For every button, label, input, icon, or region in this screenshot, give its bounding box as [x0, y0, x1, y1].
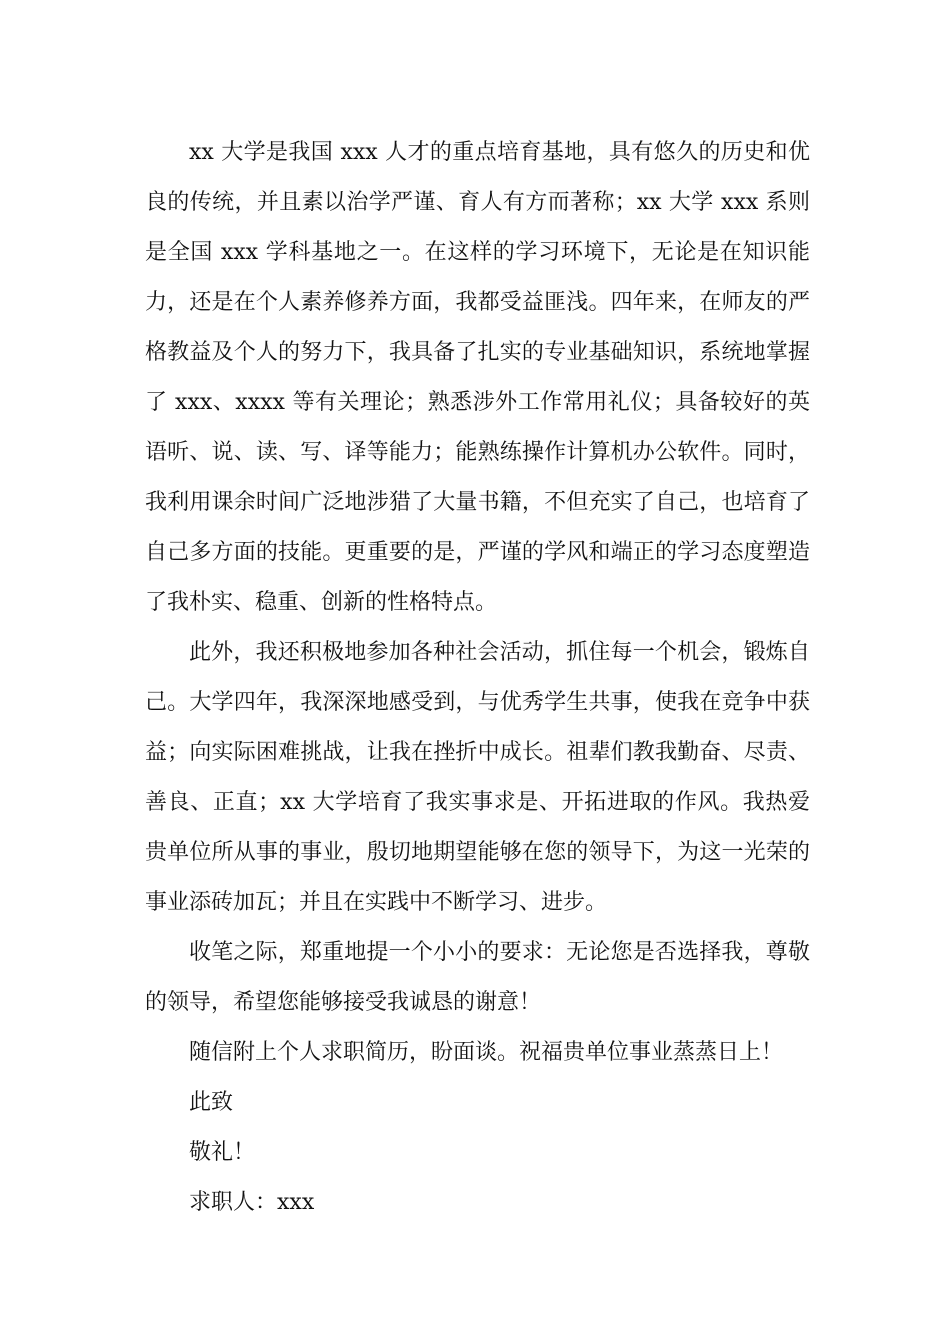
salutation-jingli: 敬礼！ — [189, 1140, 256, 1165]
closing-line: 随信附上个人求职简历，盼面谈。祝福贵单位事业蒸蒸日上！ — [189, 1040, 784, 1065]
signature: 求职人：xxx — [189, 1190, 315, 1215]
paragraph-request: 收笔之际，郑重地提一个小小的要求：无论您是否选择我，尊敬的领导，希望您能够接受我诚恳的谢意！ — [145, 940, 810, 1015]
paragraph-education: xx 大学是我国 xxx 人才的重点培育基地，具有悠久的历史和优良的传统，并且素以治学严谨、育人有方而著称；xx 大学 xxx 系则是全国 xxx 学科基地之一。在这样的学习环境下，无论是在知识能力，还是在个人素养修养方面，我都受益匪浅。四年来，在师友的严格教益及个人的努力下，我具备了扎实的专业基础知识，系统地掌握了 xxx、xxxx 等有关理论；熟悉涉外工作常用礼仪；具备较好的英语听、说、读、写、译等能力；能熟练操作计算机办公软件。同时，我利用课余时间广泛地涉猎了大量书籍，不但充实了自己，也培育了自己多方面的技能。更重要的是，严谨的学风和端正的学习态度塑造了我朴实、稳重、创新的性格特点。 — [145, 140, 810, 615]
paragraph-activities: 此外，我还积极地参加各种社会活动，抓住每一个机会，锻炼自己。大学四年，我深深地感受到，与优秀学生共事，使我在竞争中获益；向实际困难挑战，让我在挫折中成长。祖辈们教我勤奋、尽责、善良、正直；xx 大学培育了我实事求是、开拓进取的作风。我热爱贵单位所从事的事业，殷切地期望能够在您的领导下，为这一光荣的事业添砖加瓦；并且在实践中不断学习、进步。 — [145, 640, 810, 915]
salutation-cizhi: 此致 — [189, 1090, 234, 1115]
letter-body — [145, 128, 810, 1228]
